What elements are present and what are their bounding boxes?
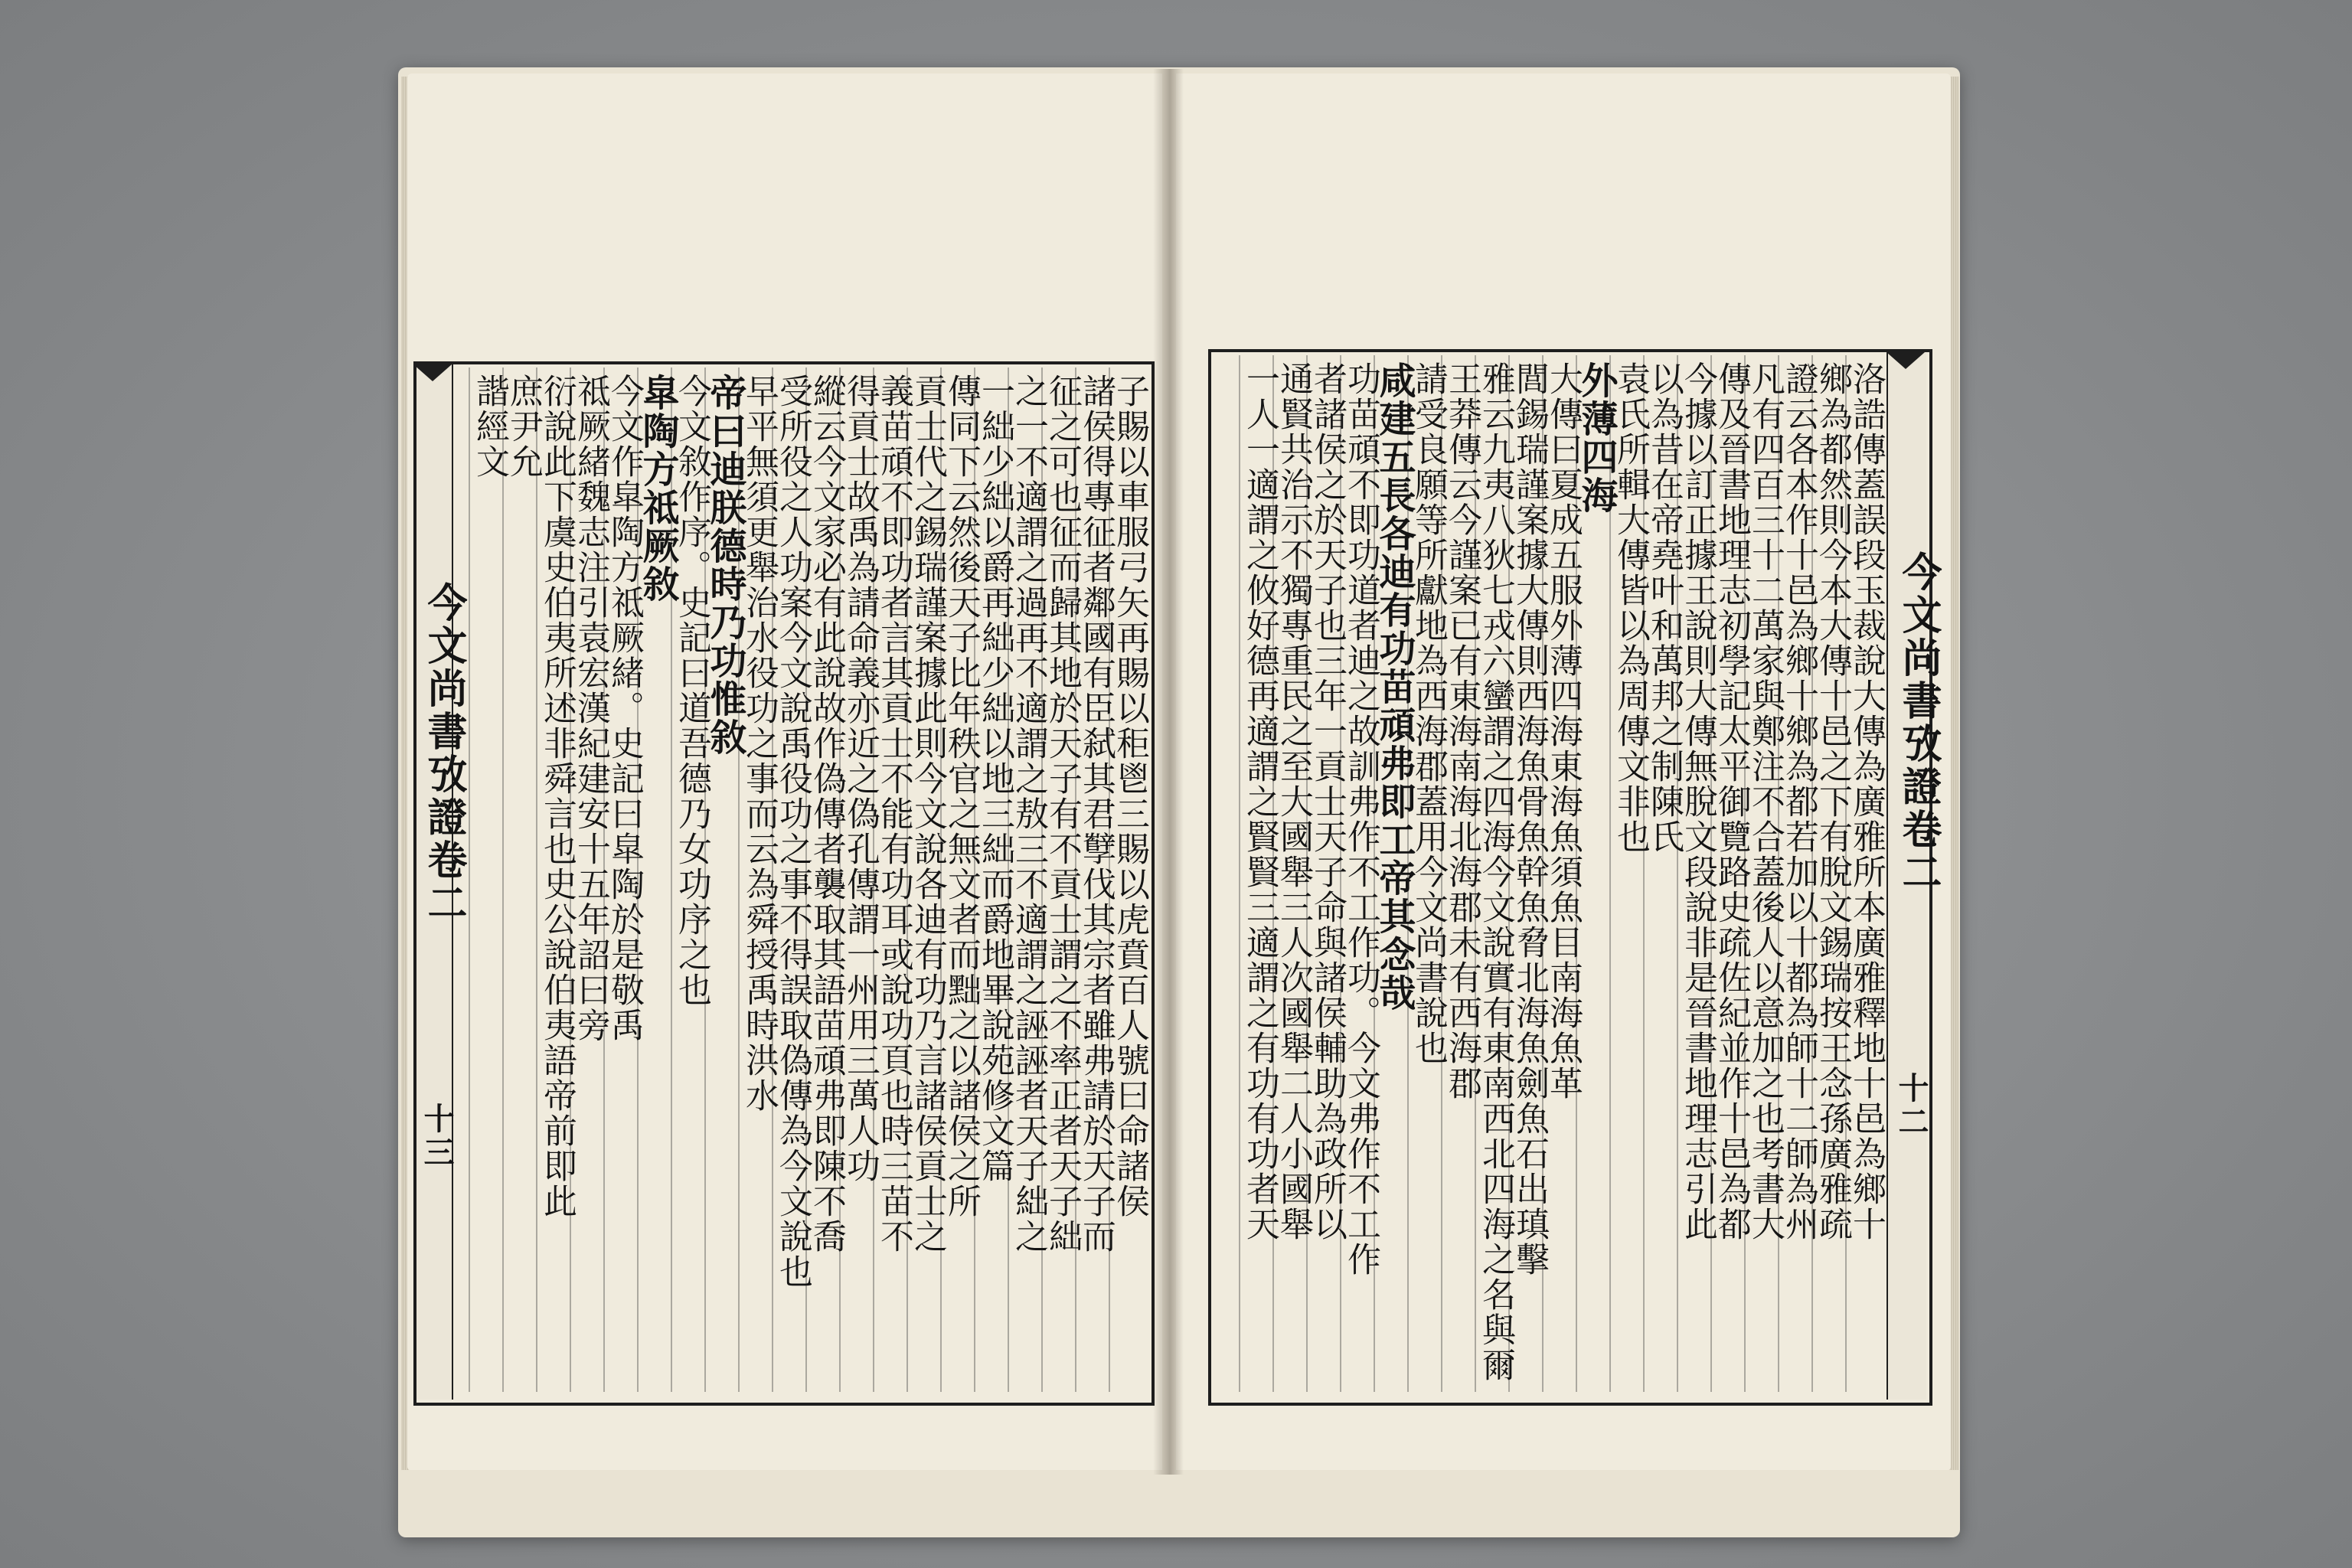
text-column: 諸侯得專征者鄰國有臣弑其君孼伐其宗者雖弗請於天子而	[1076, 374, 1116, 1254]
text-column: 今文敘作序。史記曰道吾德乃女功序之也	[672, 374, 711, 1008]
right-center-page-number: 十二	[1893, 1072, 1929, 1139]
text-column: 皐陶方祗厥敘	[636, 374, 679, 603]
text-column: 功苗頑不即功道者迪之故訓弗作不工作功。今文弗作不工作	[1341, 361, 1380, 1277]
text-column: 袁氏所輯大傳皆以為周傳文非也	[1611, 361, 1650, 854]
text-column: 一絀少絀以爵再絀少絀以地三絀而爵地畢說苑修文篇	[975, 374, 1014, 1184]
text-column: 縱云今文家必有此說故作偽傳者襲取其語苗頑弗即陳不喬	[807, 374, 846, 1254]
text-column: 今據以訂正據王說則大傳無脫文段說非是晉書地理志引此	[1678, 361, 1717, 1242]
left-center-title: 今文尚書攷證卷二	[420, 582, 467, 925]
text-column: 以為昔在帝堯叶和萬邦之制陳氏	[1645, 361, 1684, 854]
text-column: 子賜以車服弓矢再賜以秬鬯三賜以虎賁百人號曰命諸侯	[1110, 374, 1149, 1219]
left-fishtail-mark	[413, 364, 452, 381]
right-fishtail-mark	[1886, 352, 1925, 369]
text-column: 傳及晉書地理志初學記太平御覽路史疏佐紀並作十邑為都	[1712, 361, 1751, 1242]
text-column: 凡有四百三十二萬家與鄭注不合蓋後人以意加之也考書大	[1746, 361, 1785, 1242]
text-column: 今文作皐陶方祗厥緒。史記曰皐陶於是敬禹	[605, 374, 644, 1043]
left-center-page-number: 十三	[419, 1102, 455, 1170]
text-column: 庶尹允	[504, 374, 543, 479]
text-column: 鄉為都然則今本大傳十邑之下有脫文錫瑞按王念孫廣雅疏	[1813, 361, 1852, 1242]
text-column: 傳同下云然後天子比年秩官之無文者而黜之以諸侯之所	[942, 374, 981, 1219]
text-column: 者諸侯之於天子也三年一貢士天子命與諸侯輔助為政所以	[1308, 361, 1347, 1242]
text-column: 征之可也征而歸其地於天子有不貢士謂之不率正者天子絀	[1043, 374, 1082, 1254]
text-column: 貢士代之錫瑞謹案據此則今文說各迪有功乃言諸侯貢士之	[908, 374, 947, 1254]
text-column: 衍說此下虞史伯夷所述非舜言也史公說伯夷語帝前即此	[537, 374, 577, 1219]
text-column: 一人一適謂之攸好德再適謂之賢賢三適謂之有功有功者天	[1240, 361, 1279, 1242]
text-column: 義苗頑不即功者言其貢士不能有功耳或說功頁也時三苗不	[874, 374, 913, 1254]
book-gutter	[1153, 69, 1184, 1475]
text-column: 早平無須更舉治水役功之事而云為舜授禹時洪水	[740, 374, 779, 1113]
column-rule	[1239, 355, 1240, 1392]
text-column: 雅云九夷八狄七戎六蠻謂之四海今文說實有東南西北四海之名與爾	[1476, 361, 1515, 1383]
text-column: 閭錫瑞謹案據大傳則西海魚骨魚幹魚脅北海魚劍魚石出瑱擊	[1510, 361, 1549, 1277]
text-column: 王莽傳云今謹案已有東海南海北海郡未有西海郡	[1442, 361, 1481, 1101]
text-column: 大傳曰夏成五服外薄四海東海魚須魚目南海魚革	[1544, 361, 1583, 1101]
text-column: 受所役之人功案今文說禹役功之事不得誤取偽傳為今文說也	[773, 374, 812, 1289]
text-column: 得貢士故禹為請命義亦近之偽孔傳謂一州用三萬人功	[841, 374, 880, 1184]
text-column: 之一不適謂之過再不適謂之敖三不適謂之誣誣者天子絀之	[1009, 374, 1048, 1254]
text-column: 請受良願等所獻地為西海郡蓋用今文尚書說也	[1409, 361, 1448, 1066]
text-column: 祗厥緒魏志注引袁宏漢紀建安十五年詔曰旁	[571, 374, 610, 1043]
text-column: 通賢共治示不獨專重民之至大國舉三人次國舉二人小國舉	[1274, 361, 1313, 1242]
text-column: 洛誥傳蓋誤段玉裁說大傳為廣雅所本廣雅釋地十邑為鄉十	[1847, 361, 1886, 1242]
text-column: 外薄四海	[1575, 361, 1618, 514]
text-column: 證云各本作十邑為鄉十鄉為都若加以十都為師十二師為州	[1779, 361, 1818, 1242]
text-column: 帝曰迪朕德時乃功惟敘	[704, 374, 746, 756]
right-center-title: 今文尚書攷證卷二	[1895, 551, 1942, 894]
text-column: 咸建五長各迪有功苗頑弗即工帝其念哉	[1373, 361, 1416, 1012]
text-column: 諧經文	[470, 374, 509, 479]
column-rule	[469, 368, 470, 1392]
